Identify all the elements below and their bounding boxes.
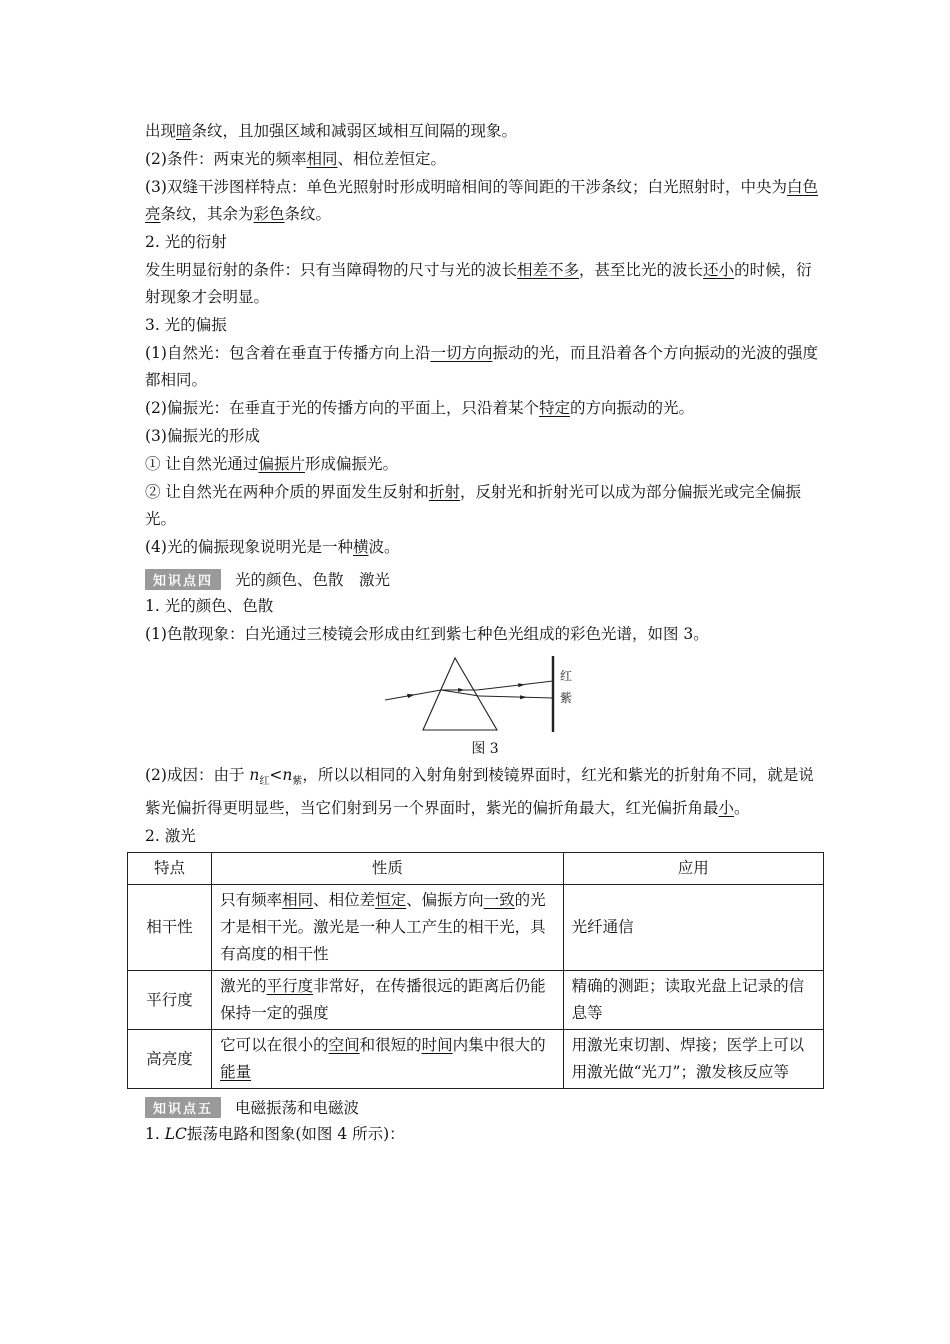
figure-prism [145, 654, 825, 762]
answer-blank: 白色亮 [145, 178, 818, 223]
paragraph-polarized-light: (2)偏振光：在垂直于光的传播方向的平面上，只沿着某个特定的方向振动的光。 [145, 399, 694, 417]
answer-blank: 一切方向 [430, 344, 493, 362]
answer-blank: 空间 [328, 1036, 360, 1055]
application-cell: 精确的测距；读取光盘上记录的信息等 [563, 971, 823, 1030]
section-badge: 知识点四 [145, 569, 221, 590]
answer-blank: 相同 [306, 150, 338, 168]
answer-blank: 横 [352, 538, 369, 556]
heading-diffraction: 2. 光的衍射 [145, 233, 227, 251]
property-cell: 只有频率相同、相位差恒定、偏振方向一致的光才是相干光。激光是一种人工产生的相干光，具有高度的相干性 [212, 885, 564, 971]
answer-blank: 平行度 [266, 977, 314, 996]
application-cell: 光纤通信 [563, 885, 823, 971]
column-header: 应用 [563, 853, 823, 885]
answer-blank: 暗 [176, 122, 192, 140]
section-title: 光的颜色、色散 激光 [235, 571, 391, 589]
feature-cell: 高亮度 [128, 1030, 212, 1089]
answer-blank: 一致 [483, 891, 515, 910]
prism-diagram [385, 654, 585, 734]
section-title: 电磁振荡和电磁波 [235, 1099, 360, 1118]
label-red: 红 [560, 669, 573, 683]
answer-blank: 还小 [703, 261, 735, 279]
section-badge: 知识点五 [145, 1097, 221, 1118]
paragraph-natural-light: (1)自然光：包含着在垂直于传播方向上沿一切方向振动的光，而且沿着各个方向振动的光波的强度都相同。 [145, 344, 818, 389]
paragraph-dispersion-cause: (2)成因：由于 $n_红<n_紫$，所以以相同的入射角射到棱镜界面时，红光和紫光的折射角不同，就是说紫光偏折得更明显些，当它们射到另一个界面时，紫光的偏折角最大，红光偏折角最小。 [145, 766, 814, 818]
column-header: 性质 [212, 853, 564, 885]
table-header-row [128, 853, 824, 885]
answer-blank: 特定 [538, 399, 570, 417]
arrow-icon [520, 695, 527, 699]
table-row [128, 1030, 824, 1089]
heading-laser: 2. 激光 [145, 827, 196, 846]
red-ray [477, 681, 553, 690]
label-violet: 紫 [560, 691, 573, 705]
document-content [145, 118, 825, 1148]
paragraph-interference-condition: (2)条件：两束光的频率相同、相位差恒定。 [145, 150, 446, 168]
figure-caption: 图 3 [471, 741, 499, 757]
paragraph-interference-result: 出现暗条纹，且加强区域和减弱区域相互间隔的现象。 [145, 122, 518, 140]
arrow-icon [407, 694, 415, 698]
answer-blank: 小 [718, 799, 735, 818]
answer-blank: 折射 [428, 483, 460, 501]
paragraph-polarization-formation: (3)偏振光的形成 [145, 427, 260, 445]
paragraph-polarizer: ① 让自然光通过偏振片形成偏振光。 [145, 455, 398, 473]
arrow-icon [458, 688, 465, 692]
table-row [128, 971, 824, 1030]
application-cell: 用激光束切割、焊接；医学上可以用激光做“光刀”；激发核反应等 [563, 1030, 823, 1089]
arrow-icon [518, 683, 525, 687]
answer-blank: 相同 [282, 891, 314, 910]
answer-blank: 能量 [220, 1063, 252, 1082]
prism-triangle [423, 658, 497, 730]
violet-ray [479, 696, 553, 698]
answer-blank: 彩色 [253, 205, 285, 223]
answer-blank: 时间 [421, 1036, 453, 1055]
answer-blank: 恒定 [375, 891, 407, 910]
column-header: 特点 [128, 853, 212, 885]
paragraph-dispersion: (1)色散现象：白光通过三棱镜会形成由红到紫七种色光组成的彩色光谱，如图 3。 [145, 625, 709, 643]
feature-cell: 平行度 [128, 971, 212, 1030]
section-4-header [145, 565, 825, 593]
section-5-header [145, 1093, 825, 1121]
heading-lc-circuit: 1. LC振荡电路和图象(如图 4 所示)： [145, 1125, 405, 1144]
answer-blank: 相差不多 [517, 261, 580, 279]
property-cell: 它可以在很小的空间和很短的时间内集中很大的能量 [212, 1030, 564, 1089]
answer-blank: 偏振片 [258, 455, 305, 473]
property-cell: 激光的平行度非常好，在传播很远的距离后仍能保持一定的强度 [212, 971, 564, 1030]
paragraph-double-slit: (3)双缝干涉图样特点：单色光照射时形成明暗相间的等间距的干涉条纹；白光照射时，中央为白色亮条纹，其余为彩色条纹。 [145, 178, 818, 223]
heading-color-dispersion: 1. 光的颜色、色散 [145, 597, 274, 615]
heading-polarization: 3. 光的偏振 [145, 316, 227, 334]
paragraph-diffraction: 发生明显衍射的条件：只有当障碍物的尺寸与光的波长相差不多，甚至比光的波长还小的时候，衍射现象才会明显。 [145, 261, 812, 306]
paragraph-transverse-wave: (4)光的偏振现象说明光是一种横波。 [145, 538, 400, 556]
laser-table [127, 852, 824, 1089]
feature-cell: 相干性 [128, 885, 212, 971]
table-row [128, 885, 824, 971]
paragraph-reflection-refraction: ② 让自然光在两种介质的界面发生反射和折射，反射光和折射光可以成为部分偏振光或完全偏振光。 [145, 483, 801, 528]
